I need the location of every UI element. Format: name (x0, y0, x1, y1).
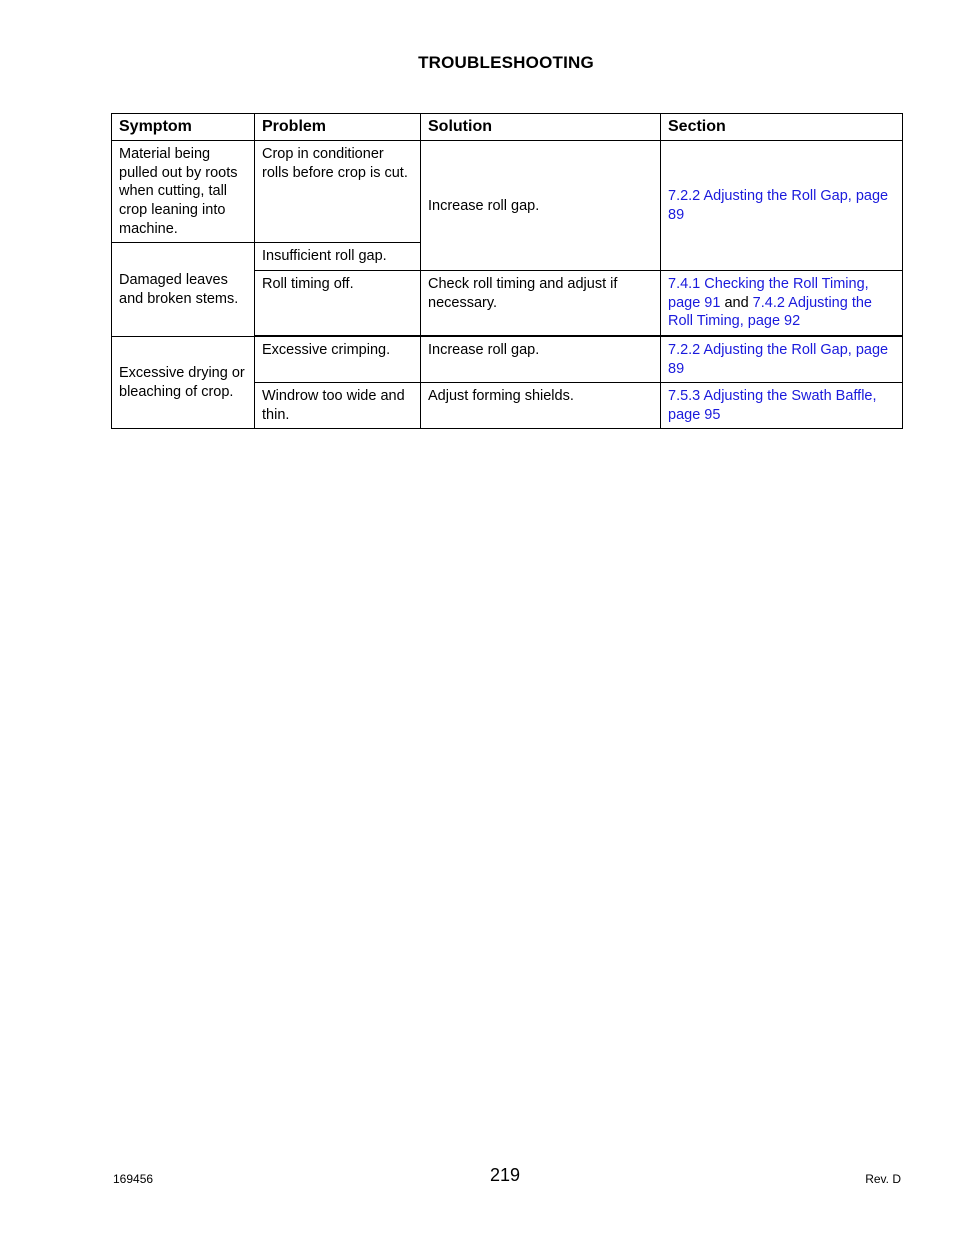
problem-cell: Excessive crimping. (255, 336, 421, 383)
problem-cell: Crop in conditioner rolls before crop is cut. (255, 141, 421, 243)
symptom-cell: Material being pulled out by roots when cutting, tall crop leaning into machine. (112, 141, 255, 243)
section-cell (661, 336, 903, 383)
section-link-adjust-roll-timing[interactable]: 7.4.2 Adjusting the Roll Timing, page 92 (668, 294, 872, 330)
section-link-check-roll-timing[interactable]: 7.4.1 Checking the Roll Timing, page 91 (668, 276, 869, 311)
column-header-solution: Solution (421, 114, 661, 141)
table-row (112, 336, 903, 383)
revision-label: Rev. D (865, 1172, 901, 1186)
page-number: 219 (489, 1165, 521, 1185)
problem-cell: Windrow too wide and thin. (255, 383, 421, 429)
section-link-roll-gap[interactable]: 7.2.2 Adjusting the Roll Gap, page 89 (668, 342, 889, 377)
table-header-row (112, 114, 903, 141)
section-link-swath-baffle[interactable]: 7.5.3 Adjusting the Swath Baffle, page 95 (668, 388, 877, 423)
solution-cell: Check roll timing and adjust if necessary. (421, 271, 661, 337)
problem-cell: Insufficient roll gap. (255, 243, 421, 271)
section-cell (661, 141, 903, 271)
solution-cell: Adjust forming shields. (421, 383, 661, 429)
document-number: 169456 (113, 1172, 154, 1186)
solution-cell: Increase roll gap. (421, 141, 661, 271)
column-header-symptom: Symptom (112, 114, 255, 141)
column-header-problem: Problem (255, 114, 421, 141)
section-cell (661, 271, 903, 337)
table-row (112, 141, 903, 243)
symptom-cell: Excessive drying or bleaching of crop. (112, 336, 255, 429)
section-cell (661, 383, 903, 429)
page-title: TROUBLESHOOTING (418, 53, 594, 72)
column-header-section: Section (661, 114, 903, 141)
symptom-cell: Damaged leaves and broken stems. (112, 243, 255, 337)
section-link-roll-gap[interactable]: 7.2.2 Adjusting the Roll Gap, page 89 (668, 188, 889, 223)
problem-cell: Roll timing off. (255, 271, 421, 337)
section-join-text: and (720, 294, 753, 311)
solution-cell: Increase roll gap. (421, 336, 661, 383)
troubleshooting-table (111, 113, 903, 429)
